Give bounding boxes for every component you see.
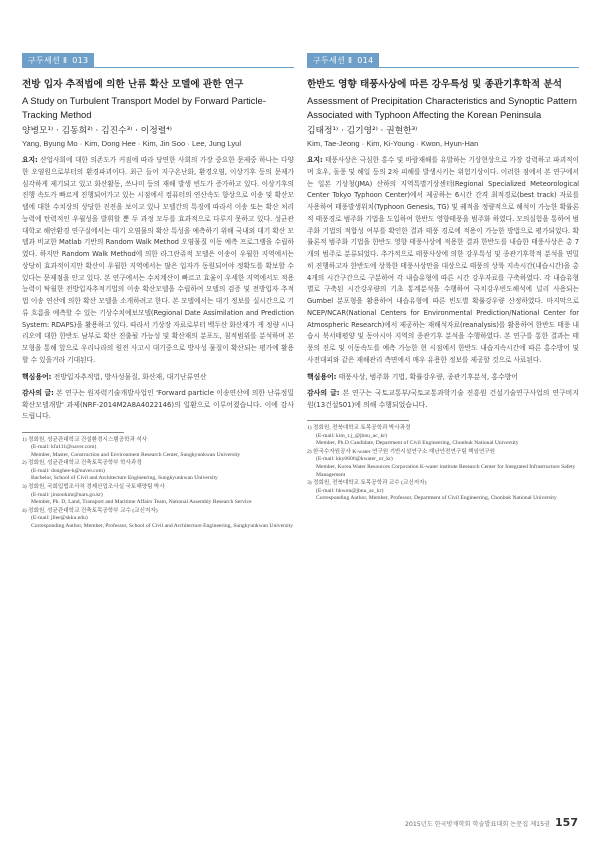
footnote-affiliation: 4) 정회원, 성균관대학교 건축토목공학부 교수 (교신저자): [22, 507, 158, 514]
footnote: [22, 484, 294, 507]
footnote-email: (E-mail: hkwon@jbnu_ac_kr): [316, 487, 384, 494]
footnote-affiliation: 3) 정회원, 전북대학교 토목공학과 교수 (교신저자): [307, 480, 427, 487]
footnote: [22, 508, 294, 531]
footnote-affiliation: 3) 정회원, 국회입법조사처 경제산업조사실 국토해양팀 박사: [22, 484, 165, 491]
authors-korean: 양병모¹⁾ · 김동희²⁾ · 김진수³⁾ · 이정렬⁴⁾: [22, 126, 172, 136]
ack-text: 본 연구는 국토교통부/국토교통과학기술 진흥원 건설기술연구사업의 연구비지원(13건설S01)에 의해 수행되었습니다.: [307, 389, 579, 409]
abstract-label: 요지:: [22, 156, 38, 164]
keywords-label: 핵심용어:: [307, 372, 337, 381]
footnote-english: Member, Korea Water Resources Corporation K-water institute Research Center for Integrated Infrastructure Safety Management: [316, 463, 576, 478]
session-tag-right: [307, 53, 379, 67]
session-header-right: [307, 52, 579, 68]
abstract-text: 태풍사상은 극심한 홍수 및 바람재해를 유발하는 기상현상으로 가장 강력하고 파괴적이며 호우, 돌풍 및 해일 등의 2차 피해를 발생시키는 위험기상이다. 이러한 점에서 본 연구에서는 일본 기상청(JMA) 산하의 지역특별기상센터(Regional Specialized Meteorological Center Tokyo Typhoon Center)에서 제공하는 6시간 간격 최적경로(best track) 자료를 사용하여 태풍발생위치(Typhoon Genesis, TG) 및 궤적을 정량적으로 해석이 가능한 확률론적 태풍경로 범주화 기법을 도입하여 한반도 영향태풍을 범주화 하였다. 모의실험을 통하여 범주화 기법의 적합성 여부를 확인한 결과 태풍 경로에 적용이 가능한 방법으로 평가되었다. 확률론적 범주화 기법을 한반도 영향 태풍사상에 적용한 결과 한반도를 내습한 태풍사상은 총 7개의 범주로 분류되었다. 추가적으로 태풍사상에 의한 강우특성 및 종관기후학적 분석을 면밀히 진행하고자 한반도에 상륙한 태풍사상만을 대상으로 태풍의 상륙 지속시간(내습시간)을 총 4개의 시간구간으로 구분하여 각 내습유형에 따른 시간 강우자료를 구축하였다. 각 내습유형별로 구축된 시간강우량의 기초 통계분석을 수행하여 극치강우빈도해석에 널리 사용되는 Gumbel 분포형을 활용하여 내습유형에 따른 빈도별 확률강우량 산정하였다. 마지막으로 NCEP/NCAR(National Centers for Environmental Prediction/National Center for Atmospheric Research)에서 제공하는 재해석자료(reanalysis)를 활용하여 한반도 태풍 내습시 북서태평양 및 동아시아 지역의 종관기후 분석을 수행하였다. 본 연구를 통한 결과는 태풍의 진로 및 이동속도를 예측 가능한 현 시점에서 한반도 내습지속시간에 따른 홍수방어 및 사전대피와 같은 재해관리 측면에서 매우 유용한 정보를 제공할 것으로 사료된다.: [307, 156, 579, 364]
title-korean: 전방 입자 추적법에 의한 난류 확산 모델에 관한 연구: [22, 79, 244, 90]
keywords-text: 전방입자추적법, 방사성물질, 화산재, 대기난류연산: [53, 372, 207, 381]
title-english: Assessment of Precipitation Characteristics and Synoptic Pattern Associated with Typhoon Affecting the Korean Peninsula: [307, 95, 577, 120]
acknowledgement: [22, 388, 294, 423]
page-number: 157: [555, 816, 578, 829]
footnote-email: (E-mail: kfa111@naver.com): [31, 444, 97, 451]
footnote-divider: [22, 432, 124, 433]
left-article: [22, 52, 294, 532]
footnote-english: Member, Master, Construction and Environment Research Center, Sungkyunkwan University: [31, 451, 241, 458]
session-tag-left: [22, 53, 94, 67]
footnote-affiliation: 2) 한국수자원공사 K-water 연구원 기반시설연구소 재난안전연구팀 책임연구원: [307, 448, 496, 455]
footnote-english: Bachelor, School of Civil and Architecture Engineering, Sungkyunkwan University: [31, 475, 218, 482]
footnote: [22, 460, 294, 483]
page-footer: [405, 816, 578, 829]
footnote: [22, 437, 294, 460]
footnote: [307, 480, 579, 503]
authors-korean: 김태정¹⁾ · 김기영²⁾ · 권현한³⁾: [307, 126, 418, 136]
footnote-email: (E-mail: donghee-k@naver.com): [31, 467, 105, 474]
footnote: [307, 425, 579, 448]
footnote-email: (E-mail: jinsookim@nars.go.kr): [31, 491, 103, 498]
session-header-left: [22, 52, 294, 68]
abstract: [307, 155, 579, 367]
footnote-english: Corresponding Author, Member, Professor, School of Civil and Architecture Engineering, Sungkyunkwan University: [31, 523, 294, 530]
ack-label: 감사의 글:: [22, 389, 54, 397]
footnote-affiliation: 2) 정회원, 성균관대학교 건축토목공학부 학사과정: [22, 460, 142, 467]
abstract-text: 산업사회에 대한 의존도가 커짐에 따라 당연한 사회의 가장 중요한 문제중 하나는 다양한 오염원으로부터의 환경파괴이다. 최근 들어 지구온난화, 환경오염, 이상기후 등의 문제가 심각하게 제기되고 있고 화산활동, 쓰나미 등의 재해 발생 빈도가 증가하고 있다. 이상기후의 진행 속도가 빠르게 진행되어가고 있는 시점에서 컴퓨터의 연산속도 향상으로 이송 및 확산모델에 대한 수치상의 상당한 진전을 보이고 있나 모델간의 특징에 따라서 이송 또는 확산 처리능력에 탄력적인 우월성을 발휘할 뿐 두 과정 모두를 효과적으로 다루지 못하고 있다. 성균관대학교 해안환경 연구실에서는 대기 오염물의 확산 특성을 예측하기 위해 국내외 대기 확산 모델과 비교한 Matlab 기반의 Random Walk Method 오염물질 이동 예측 프로그램을 수립하였다. 하지만 Random Walk Method에 의한 라그란쥬적 모델은 이송이 우월한 지역에서는 상당히 효과적이지만 확산이 우월한 지역에서는 많은 입자가 동원되어야 정확도를 확보할 수 있다는 문제점을 안고 있다. 본 연구에서는 수치계산이 빠르고 효율이 우세한 지역에서도 적용 능력이 탁월한 전방입자추적기법의 이송 확산모델을 수립하여 모델의 검증 및 전방입자 추적법 이송 연산에 의한 확산 모델을 소개하려고 한다. 본 모델에서는 대기 정보를 실시간으로 기류 흐름을 예측할 수 있는 기상수치예보모델(Regional Date Assimilation and Prediction System: RDAPS)을 활용하고 있다. 따라서 기상장 자료로부터 백두산 화산재가 게 정량 시나리오에 대한 한반도 남부로 확산 진출될 가능성 및 확산재의 분포도, 침적범위를 분석하며 본 모형을 통해 앞으로 우리나라의 원전 사고시 대기중으로 방사성 물질이 확산되는 평가에 활용할 수 있을거라 기대된다.: [22, 156, 294, 364]
keywords-text: 태풍사상, 범주화 기법, 확률강우량, 종관기후분석, 홍수방어: [338, 372, 519, 381]
footnote-email: (E-mail: kky0606@kwater_or_kr): [316, 456, 393, 463]
keywords: [22, 372, 294, 384]
session-number: 013: [72, 55, 89, 65]
title-korean: 한반도 영향 태풍사상에 따른 강우특성 및 종관기후학적 분석: [307, 79, 563, 90]
footnotes: [22, 437, 294, 531]
session-label: 구두세션 Ⅱ: [28, 55, 68, 65]
right-article: [307, 52, 579, 504]
footnote-divider: [307, 420, 409, 421]
authors-english: Yang, Byung Mo · Kim, Dong Hee · Kim, Jin Soo · Lee, Jung Lyul: [22, 139, 242, 148]
footnote-affiliation: 1) 정회원, 성균관대학교 건설환경시스템공학과 석사: [22, 436, 148, 443]
footnote-affiliation: 1) 정회원, 전북대학교 토목공학과 박사과정: [307, 425, 411, 431]
title-english: A Study on Turbulent Transport Model by Forward Particle-Tracking Method: [22, 95, 266, 120]
keywords: [307, 372, 579, 384]
footnote-english: Member, Ph. D, Land, Transport and Maritime Affairs Team, National Assembly Research Service: [31, 499, 252, 506]
footnote-email: (E-mail: jllee@skku.edu): [31, 515, 88, 522]
footnote-english: Member, Ph.D Candidate, Department of Civil Engineering, Chonbuk National University: [316, 440, 519, 447]
authors-english: Kim, Tae-Jeong · Kim, Ki-Young · Kwon, Hyun-Han: [307, 139, 479, 148]
footnote: [307, 449, 579, 479]
abstract: [22, 155, 294, 367]
footnotes: [307, 425, 579, 503]
footnote-english: Corresponding Author, Member, Professor, Department of Civil Engineering, Chonbuk National University: [316, 495, 557, 502]
abstract-label: 요지:: [307, 156, 323, 164]
session-number: 014: [357, 55, 374, 65]
footnote-email: (E-mail: kim_t.j_@jbnu_ac_kr): [316, 432, 388, 439]
ack-text: 본 연구는 원자력기술개발사업인 'Forward particle 이송연산에 의한 난류정밀 확산모델개발' 과제(NRF-2014M2A8A4022146)의 일환으로 이루어졌습니다. 이에 감사드립니다.: [22, 389, 294, 420]
keywords-label: 핵심용어:: [22, 372, 52, 381]
journal-name: [405, 819, 550, 828]
acknowledgement: [307, 388, 579, 411]
ack-label: 감사의 글:: [307, 389, 340, 397]
session-label: 구두세션 Ⅱ: [313, 55, 353, 65]
journal-volume: 제15권: [530, 821, 551, 828]
journal-title: 2015년도 한국방재학회 학술발표대회 논문집: [404, 821, 529, 828]
